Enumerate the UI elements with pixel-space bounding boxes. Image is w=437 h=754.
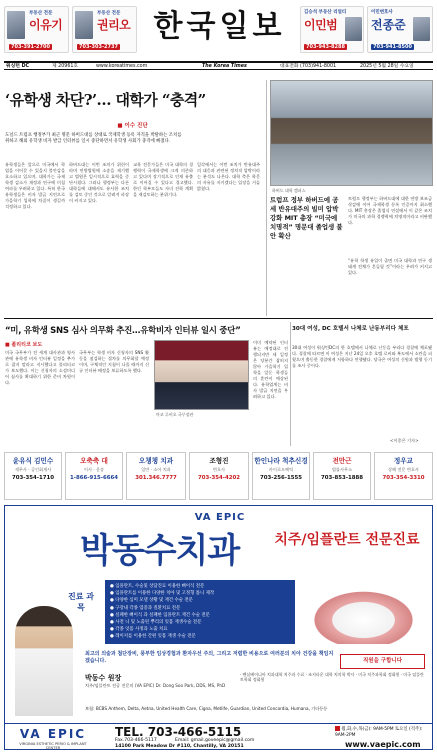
section-divider [4, 318, 433, 319]
ad-phone: 703-941-8500 [373, 44, 412, 50]
card-lawyer-cho[interactable] [189, 452, 249, 500]
main-phone: 대표전화 (703)941-8001 [280, 64, 337, 69]
main-column-4: 일각에서는 이번 조치가 반유대주의 대응과 관련된 정치적 압박이라는 분석도 나온다. 대학 측은 학문의 자유를 지키겠다는 입장을 거듭 밝혔다. [197, 162, 260, 191]
card-name: 윤유식 김민수 [12, 457, 54, 465]
card-dental[interactable] [126, 452, 186, 500]
clinic-address: 14100 Park Meadow Dr #110, Chantilly, VA 20151 [115, 744, 244, 749]
ad-phone: 703-303-2737 [79, 44, 118, 50]
campus-photo [270, 80, 433, 186]
column-divider [290, 322, 291, 446]
main-column-3: 교육 전문가들은 미국 대학의 경쟁력이 국제학생에 크게 의존하고 있다며 장기적으로 인재 유출로 이어질 수 있다고 경고했다. 한인 학부모들도 자녀 진학 계획을 재검토하는 분위기다. [133, 162, 193, 197]
clinic-bottom-logo [13, 727, 93, 750]
newspaper-logo[interactable]: 한국일보 [153, 9, 286, 44]
card-sub: 변호사 [212, 467, 226, 472]
clinic-email[interactable]: Email: gmail.goveepic@gmail.com [175, 738, 255, 743]
clinic-hours [335, 726, 430, 739]
clinic-contact-bar [5, 723, 433, 750]
clinic-fax: Fax.703-466-5117 [115, 738, 157, 743]
ad-phone: 703-943-8288 [306, 44, 345, 50]
agent-photo [345, 17, 362, 41]
card-sub: 카이로프랙틱 [268, 467, 294, 472]
agent-photo [75, 11, 93, 39]
service-item: ● 레이저를 이용한 간편 잇몸 재생 수술 전문 [110, 634, 196, 640]
issue-number: 제 20961호 [52, 64, 79, 69]
card-phone: 703-354-4202 [198, 475, 240, 482]
service-item: ● 사전 니 및 노출된 뿌리의 잇몸 재생수술 전문 [110, 620, 202, 626]
card-law-office[interactable] [313, 452, 371, 500]
card-sub: 상해 전문 변호사 [388, 467, 419, 472]
ad-name: 이유기 [29, 18, 63, 32]
ad-name: 이민범 [304, 18, 338, 32]
main-lede: 도널드 트럼프 행정부가 최근 명문 하버드대를 상대로 국제학생 등록 자격을 박탈하는 조치를 취하고 해외 유학생 비자 발급 인터뷰를 일시 중단하면서 유학생 사회가 충격에 빠졌다. [5, 133, 182, 144]
services-list [105, 580, 295, 644]
business-card-row [4, 452, 433, 500]
masthead-meta-bar [4, 61, 433, 70]
visa-body-2: 국무부는 학생 비자 신청자의 SNS 활동을 점검하는 절차를 의무화할 예정이며, 구체적인 지침이 나올 때까지 신규 인터뷰 배정을 보류하도록 했다. [79, 350, 149, 373]
clinic-title: 박동수치과 [80, 531, 240, 571]
doctor-credentials: · 펜실베이니아 치과대학 치주과 수료 · 조지타운 대학 치의학 박사 · 미국 치주과학회 정회원 · 미국 임플란트학회 정회원 [240, 672, 424, 683]
card-name: 한인나라 척추신경 [254, 457, 308, 465]
implant-image [301, 584, 426, 644]
ad-name: 전종준 [371, 18, 406, 32]
clinic-bottom-logo-text: VA EPIC [19, 727, 87, 741]
clinic-hours-text: 월,화,수,목(금): 9AM-5PM 토요일 (격주): 9AM-2PM [335, 727, 423, 738]
hotel-credit: <이종은 기자> [390, 438, 419, 443]
clock-icon [335, 726, 340, 731]
visa-body-1: 미국 국무부가 전 세계 대사관과 영사관에 유학생 비자 인터뷰 일정을 추가로 잡지 말라고 지시했다고 폴리티코가 보도했다. 이는 신청자의 소셜미디어 심사를 확대하기 위한 준비 차원이다. [5, 350, 75, 385]
ad-name: 권리오 [97, 18, 131, 32]
website-link[interactable]: www.koreatimes.com [96, 64, 148, 69]
clinic-website[interactable]: www.vaepic.com [345, 740, 421, 749]
doctor-info: 치주/임플란트 전공 전문의 (VA EPIC) Dr. Dong Soo Park, DDS, MS, PhD [85, 683, 226, 688]
main-column-1: 유학생들은 앞으로 미국에서 학업을 이어갈 수 있을지 불안감을 호소하고 있으며, 대학가는 국제학생 감소가 재정과 연구에 미칠 여파를 우려하고 있다. 특히 한국 유학생들은 비자 발급 지연으로 가을학기 입학에 차질이 생길까 걱정하고 있다. [5, 162, 65, 209]
clinic-bottom-logo-sub: VIRGINIA ESTHETIC PERIO & IMPLANT CENTER [19, 742, 87, 750]
card-sub: 세무사 · 공인회계사 [14, 467, 52, 472]
card-name: 전만근 [332, 457, 352, 465]
masthead-ad-left-1[interactable] [4, 6, 69, 53]
main-byline: ■ 이수 진단 [117, 123, 148, 129]
card-phone: 703-354-3310 [382, 475, 425, 482]
side-body: 트럼프 행정부는 하버드대에 대한 연방 보조금 삭감에 이어 국제학생 등록 인증까지 취소했다. MIT 총장은 졸업식 연설에서 이 같은 조치가 미국의 과학 경쟁력에 치명적이라고 비판했다. [348, 196, 432, 225]
doctor-photo [15, 606, 73, 716]
service-item: ● 구강내 각종 염증과 질환치료 전문 [110, 605, 181, 611]
clinic-logo: VA EPIC [194, 512, 246, 523]
card-phone: 1-866-915-6664 [70, 475, 118, 482]
service-item: ● 임플란트를 이용한 다양한 치아 및 고정형 틀니 제작 [110, 591, 215, 597]
ad-tag: 부동산 전문 [29, 11, 53, 16]
card-name: 조형진 [209, 457, 229, 465]
ad-tag: 김승석 부동산 리얼티 [304, 10, 347, 15]
card-chiropractic[interactable] [252, 452, 310, 500]
hiring-notice[interactable]: 직원을 구합니다 [340, 654, 425, 669]
card-sub: 일반 · 소아 치과 [141, 467, 171, 472]
card-name: 오축축 대 [80, 457, 108, 465]
side-headline[interactable]: 트럼프 정부 하버드에 공세 반유대주의 빌미 압박 강화 MIT 총장 “미국에 치명적” 명문대 졸업생 불안 확산 [270, 196, 343, 240]
masthead-ad-left-2[interactable] [72, 6, 137, 53]
lawyer-photo [413, 17, 430, 41]
visa-headline[interactable]: “미, 유학생 SNS 심사 의무화 추진…유학비자 인터뷰 일시 중단” [5, 326, 241, 336]
agent-photo [7, 11, 25, 39]
hotel-headline[interactable]: 30대 여성, DC 호텔서 나체로 난동부리다 체포 [292, 326, 409, 332]
services-label: 진료 과목 [68, 592, 94, 612]
card-injury-lawyer[interactable] [374, 452, 433, 500]
brand-en: The Korea Times [202, 64, 247, 69]
masthead-ad-right-1[interactable] [300, 6, 364, 53]
card-name: 정우교 [393, 457, 414, 465]
clinic-quote: 최고의 의술과 첨단장비, 풍부한 임상경험과 환자우선 주의, 그리고 저렴한 비용으로 여러분의 치아 건강을 책임지겠습니다. [85, 651, 334, 664]
main-column-2: 하버드대는 이번 조치가 위헌이라며 연방법원에 소송을 제기했고 법원은 일시적으로 효력을 중단시켰다. 그러나 행정부는 다른 대학들에 대해서도 유사한 조치를 검토 중인 것으로 알려져 파장이 커지고 있다. [69, 162, 129, 203]
card-phone: 301.346.7777 [135, 475, 177, 482]
service-item: ● 임플란트, 수술및 상담진료 이용한 뼈이식 전문 [110, 584, 205, 589]
main-headline[interactable]: ‘유학생 차단?’… 대학가 “충격” [5, 91, 206, 109]
ad-tag: 이민변호사 [371, 10, 393, 15]
card-phone: 703-853-1888 [321, 475, 363, 482]
card-name: 오챙챙 치과 [138, 457, 174, 465]
card-phone: 703-256-1555 [260, 475, 302, 482]
service-item: ● 실패한 뼈이식 과 실패한 임플란트 재건 수술 전문 [110, 612, 210, 618]
side-quote: “유학 학생 유입이 줄면 미국 대학과 연구 생태계 전체가 흔들릴 것”이라는 우려가 커지고 있다. [348, 258, 432, 275]
visa-body-3: 이미 예약된 인터뷰는 예정대로 진행되지만 새 일정은 당분간 잡히지 않아 가을학기 입학을 앞둔 학생들의 혼란이 예상된다. 유학업계는 비자 발급 지연을 우려하고 있다. [253, 340, 288, 399]
rubio-photo [154, 340, 249, 410]
visa-byline: ■ 폴리티코 보도 [5, 342, 43, 348]
hotel-body: 30대 여성이 워싱턴DC의 한 호텔에서 나체로 난동을 부리다 경찰에 체포됐다. 경찰에 따르면 이 여성은 지난 24일 오후 호텔 로비와 복도에서 소란을 피웠으며 출동한 경찰에게 저항하다 연행됐다. 당국은 여성의 신원과 범행 동기를 조사 중이다. [292, 345, 432, 368]
ad-tag: 부동산 전문 [97, 11, 121, 16]
edition-label: 워싱턴 DC [6, 64, 30, 69]
card-sub: 법률사무소 [331, 467, 353, 472]
ad-phone: 703-391-2700 [11, 44, 50, 50]
card-tax-accountant[interactable] [4, 452, 62, 500]
card-moving[interactable] [65, 452, 123, 500]
column-divider [266, 80, 267, 316]
clinic-ad[interactable] [4, 505, 433, 750]
campus-photo-caption: 하버드 대학 캠퍼스 [272, 188, 306, 193]
rubio-caption: 마코 루비오 국무장관 [156, 412, 194, 417]
card-phone: 703-354-1710 [12, 475, 54, 482]
insurance-list: 보험: BCBS Anthem, Delta, Aetna, United Health Care, Cigna, Metlife, Guardian, United Concordia, Humana, 기타등등 [85, 706, 328, 711]
doctor-name: 박동수 원장 [85, 674, 122, 682]
card-sub: 이사 · 운송 [83, 467, 105, 472]
masthead-ad-right-2[interactable] [367, 6, 433, 53]
issue-date: 2025년 5월 28일 수요일 [360, 64, 414, 69]
clinic-tel[interactable]: TEL. 703-466-5115 [115, 725, 242, 739]
service-item: ● 다양한 심미 모델 상황 및 재건 수술 전문 [110, 598, 193, 604]
service-item: ● 각종 잇몸 사정과 노출 치료 [110, 627, 168, 633]
clinic-subtitle: 치주/임플란트 전문진료 [274, 532, 420, 548]
